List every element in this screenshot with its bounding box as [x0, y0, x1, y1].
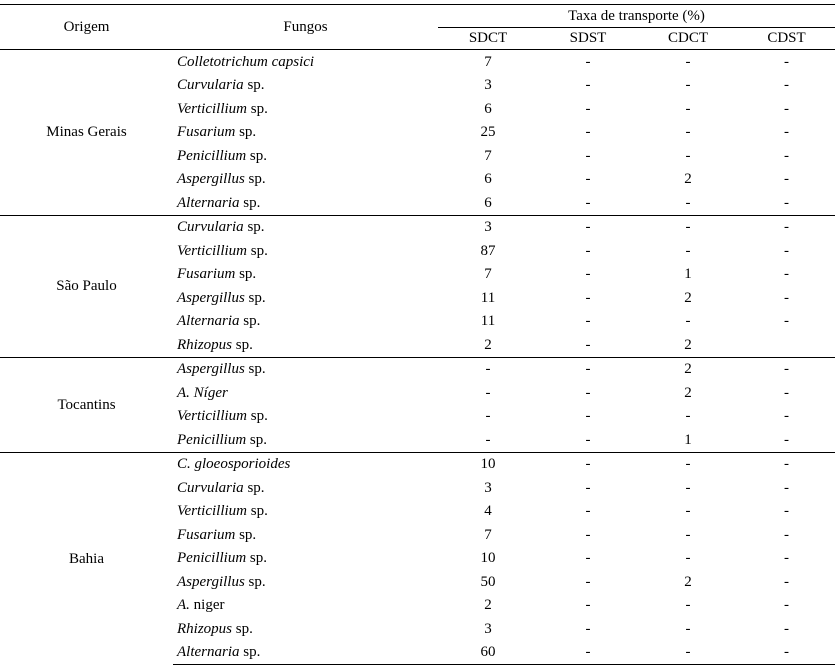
fungus-genus: Alternaria — [177, 644, 240, 661]
table-row — [0, 215, 835, 239]
fungus-cell — [173, 191, 438, 215]
fungus-cell — [173, 476, 438, 500]
fungus-suffix: sp. — [246, 431, 267, 448]
fungus-genus: Aspergillus — [177, 573, 245, 590]
fungus-suffix: sp. — [244, 361, 266, 378]
header-sdct: SDCT — [468, 30, 508, 46]
fungus-suffix: sp. — [239, 313, 261, 330]
sdct-value: 11 — [480, 289, 496, 306]
cdst-value: - — [738, 641, 835, 665]
fungus-genus: Verticillium — [177, 503, 247, 520]
header-taxa: Taxa de transporte (%) — [438, 5, 835, 28]
sdst-value: - — [585, 194, 591, 211]
fungus-cell — [173, 452, 438, 476]
cdct-value: - — [685, 479, 691, 496]
fungus-cell — [173, 357, 438, 381]
cdst-value: - — [784, 526, 789, 543]
cdst-value: - — [784, 147, 789, 164]
fungus-cell — [173, 286, 438, 310]
sdct-value: 11 — [480, 313, 496, 330]
sdct-value: - — [485, 384, 491, 401]
fungus-genus: Rhizopus — [177, 620, 233, 637]
sdst-value: - — [585, 124, 591, 141]
sdst-value: - — [585, 336, 591, 353]
fungus-cell — [173, 239, 438, 263]
cdst-value — [738, 333, 835, 357]
cdct-value: - — [685, 77, 691, 94]
header-cdct: CDCT — [667, 30, 708, 46]
cdct-value: - — [638, 452, 738, 476]
sdst-value: - — [538, 215, 638, 239]
sdst-value: - — [585, 573, 591, 590]
fungus-cell — [173, 144, 438, 168]
cdct-value: 1 — [684, 266, 692, 283]
fungus-genus: Fusarium — [177, 124, 236, 141]
cdct-value: - — [638, 641, 738, 665]
cdct-value: 2 — [684, 336, 692, 353]
sdct-value: 7 — [484, 147, 492, 164]
fungus-cell — [173, 121, 438, 145]
sdst-value: - — [585, 313, 591, 330]
sdst-value: - — [585, 620, 591, 637]
table-body — [0, 50, 835, 665]
table-row — [0, 50, 835, 74]
fungus-suffix: sp. — [243, 479, 265, 496]
fungus-genus: Aspergillus — [177, 361, 245, 378]
sdst-value: - — [585, 431, 591, 448]
cdct-value: - — [638, 50, 738, 74]
sdct-value: 50 — [480, 573, 496, 590]
fungus-suffix: sp. — [235, 124, 257, 141]
fungus-cell — [173, 168, 438, 192]
cdct-value: - — [685, 147, 691, 164]
fungus-genus: Penicillium — [177, 147, 247, 164]
sdct-value: 6 — [484, 100, 492, 117]
fungus-genus: Aspergillus — [177, 289, 245, 306]
fungus-suffix: sp. — [232, 620, 253, 637]
fungus-genus: Curvularia — [177, 219, 244, 236]
sdct-value: 6 — [484, 171, 492, 188]
cdst-value: - — [784, 597, 789, 614]
fungus-suffix: sp. — [246, 147, 267, 164]
fungus-suffix: sp. — [239, 644, 261, 661]
sdct-value: 3 — [484, 77, 492, 94]
fungus-genus: Fusarium — [177, 526, 236, 543]
sdst-value: - — [585, 266, 591, 283]
fungus-cell — [173, 547, 438, 571]
fungus-genus: Verticillium — [177, 408, 247, 425]
fungus-cell — [173, 405, 438, 429]
table-header — [0, 5, 835, 50]
sdct-value: 7 — [438, 50, 538, 74]
fungus-genus: Fusarium — [177, 266, 236, 283]
cdst-value: - — [784, 550, 789, 567]
sdst-value: - — [538, 641, 638, 665]
sdct-value: 7 — [484, 266, 492, 283]
fungus-cell — [173, 310, 438, 334]
fungus-suffix: sp. — [246, 550, 267, 567]
cdct-value: 2 — [684, 171, 692, 188]
fungus-suffix: sp. — [247, 503, 268, 520]
table-row — [0, 357, 835, 381]
header-cdst: CDST — [767, 30, 806, 46]
cdst-value: - — [738, 452, 835, 476]
fungus-suffix: sp. — [247, 100, 268, 117]
cdct-value: - — [685, 550, 691, 567]
table-row — [0, 452, 835, 476]
cdct-value: 2 — [638, 357, 738, 381]
fungus-genus: Curvularia — [177, 479, 244, 496]
fungus-cell — [173, 50, 438, 74]
fungus-cell — [173, 617, 438, 641]
sdct-value: 3 — [438, 215, 538, 239]
sdst-value: - — [585, 384, 591, 401]
sdct-value: 7 — [484, 526, 492, 543]
fungus-genus: C. gloeosporioides — [177, 456, 291, 473]
sdst-value: - — [585, 147, 591, 164]
cdct-value: - — [685, 242, 691, 259]
fungus-cell — [173, 333, 438, 357]
origin-cell: Bahia — [0, 452, 173, 665]
fungus-suffix: niger — [189, 597, 225, 614]
fungus-genus: Verticillium — [177, 100, 247, 117]
cdst-value: - — [784, 431, 789, 448]
fungus-suffix: sp. — [239, 194, 261, 211]
origin-cell: São Paulo — [0, 215, 173, 357]
cdct-value: - — [685, 620, 691, 637]
cdct-value: - — [685, 526, 691, 543]
cdst-value: - — [784, 242, 789, 259]
header-origem: Origem — [63, 18, 110, 35]
fungus-genus: Penicillium — [177, 550, 247, 567]
cdst-value: - — [738, 50, 835, 74]
cdst-value: - — [784, 384, 789, 401]
sdst-value: - — [538, 357, 638, 381]
cdst-value: - — [784, 289, 789, 306]
sdct-value: - — [485, 408, 491, 425]
fungus-cell — [173, 215, 438, 239]
fungus-cell — [173, 641, 438, 665]
cdst-value: - — [784, 573, 789, 590]
fungus-suffix: sp. — [232, 336, 253, 353]
fungus-cell — [173, 523, 438, 547]
fungus-suffix: sp. — [244, 289, 266, 306]
cdct-value: - — [685, 124, 691, 141]
cdst-value: - — [784, 408, 789, 425]
cdst-value: - — [784, 266, 789, 283]
fungus-genus: Alternaria — [177, 194, 240, 211]
fungus-genus: A. Níger — [177, 384, 228, 401]
sdct-value: 87 — [480, 242, 496, 259]
sdst-value: - — [585, 597, 591, 614]
cdct-value: - — [685, 503, 691, 520]
fungus-suffix: sp. — [247, 242, 268, 259]
sdct-value: 2 — [484, 597, 492, 614]
fungus-genus: Verticillium — [177, 242, 247, 259]
cdst-value: - — [784, 171, 789, 188]
sdst-value: - — [585, 503, 591, 520]
fungus-cell — [173, 74, 438, 98]
cdst-value: - — [784, 503, 789, 520]
cdst-value: - — [738, 215, 835, 239]
sdst-value: - — [538, 452, 638, 476]
header-fungos: Fungos — [283, 18, 328, 35]
cdct-value: - — [685, 313, 691, 330]
sdst-value: - — [585, 550, 591, 567]
sdct-value: 60 — [438, 641, 538, 665]
sdct-value: 25 — [480, 124, 496, 141]
fungus-cell — [173, 428, 438, 452]
fungus-cell — [173, 381, 438, 405]
sdst-value: - — [585, 479, 591, 496]
sdst-value: - — [538, 50, 638, 74]
sdct-value: 10 — [438, 452, 538, 476]
cdst-value: - — [784, 77, 789, 94]
sdct-value: 10 — [480, 550, 496, 567]
sdct-value: 2 — [484, 336, 492, 353]
fungus-suffix: sp. — [244, 171, 266, 188]
fungus-cell — [173, 263, 438, 287]
sdst-value: - — [585, 242, 591, 259]
fungus-genus: Aspergillus — [177, 171, 245, 188]
sdct-value: 4 — [484, 503, 492, 520]
cdct-value: 1 — [684, 431, 692, 448]
sdct-value: - — [438, 357, 538, 381]
fungus-cell — [173, 594, 438, 618]
cdct-value: 2 — [684, 384, 692, 401]
cdct-value: - — [685, 408, 691, 425]
fungus-genus: Alternaria — [177, 313, 240, 330]
fungus-cell — [173, 97, 438, 121]
cdst-value: - — [784, 124, 789, 141]
header-sdst: SDST — [569, 30, 607, 46]
fungus-suffix: sp. — [244, 573, 266, 590]
cdst-value: - — [784, 620, 789, 637]
sdst-value: - — [585, 408, 591, 425]
sdst-value: - — [585, 526, 591, 543]
sdst-value: - — [585, 77, 591, 94]
sdst-value: - — [585, 100, 591, 117]
sdct-value: - — [485, 431, 491, 448]
fungus-suffix: sp. — [243, 77, 265, 94]
fungus-genus: Colletotrichum capsici — [177, 53, 315, 70]
sdct-value: 3 — [484, 620, 492, 637]
cdct-value: - — [685, 597, 691, 614]
cdct-value: 2 — [684, 573, 692, 590]
fungus-suffix: sp. — [247, 408, 268, 425]
sdst-value: - — [585, 289, 591, 306]
cdct-value: - — [685, 100, 691, 117]
fungus-cell — [173, 570, 438, 594]
sdst-value: - — [585, 171, 591, 188]
cdst-value: - — [784, 313, 789, 330]
fungus-genus: Penicillium — [177, 431, 247, 448]
fungus-suffix: sp. — [235, 266, 257, 283]
cdst-value: - — [784, 479, 789, 496]
sdct-value: 3 — [484, 479, 492, 496]
cdst-value: - — [784, 100, 789, 117]
origin-cell: Tocantins — [0, 357, 173, 452]
fungus-genus: Curvularia — [177, 77, 244, 94]
cdst-value: - — [738, 357, 835, 381]
fungus-suffix: sp. — [235, 526, 257, 543]
fungus-cell — [173, 500, 438, 524]
sdct-value: 6 — [484, 194, 492, 211]
origin-cell: Minas Gerais — [0, 50, 173, 216]
fungus-suffix: sp. — [243, 219, 265, 236]
fungus-genus: Rhizopus — [177, 336, 233, 353]
cdct-value: 2 — [684, 289, 692, 306]
transport-rate-table — [0, 4, 835, 665]
cdst-value: - — [784, 194, 789, 211]
fungus-genus: A. — [177, 597, 190, 614]
cdct-value: - — [638, 215, 738, 239]
cdct-value: - — [685, 194, 691, 211]
